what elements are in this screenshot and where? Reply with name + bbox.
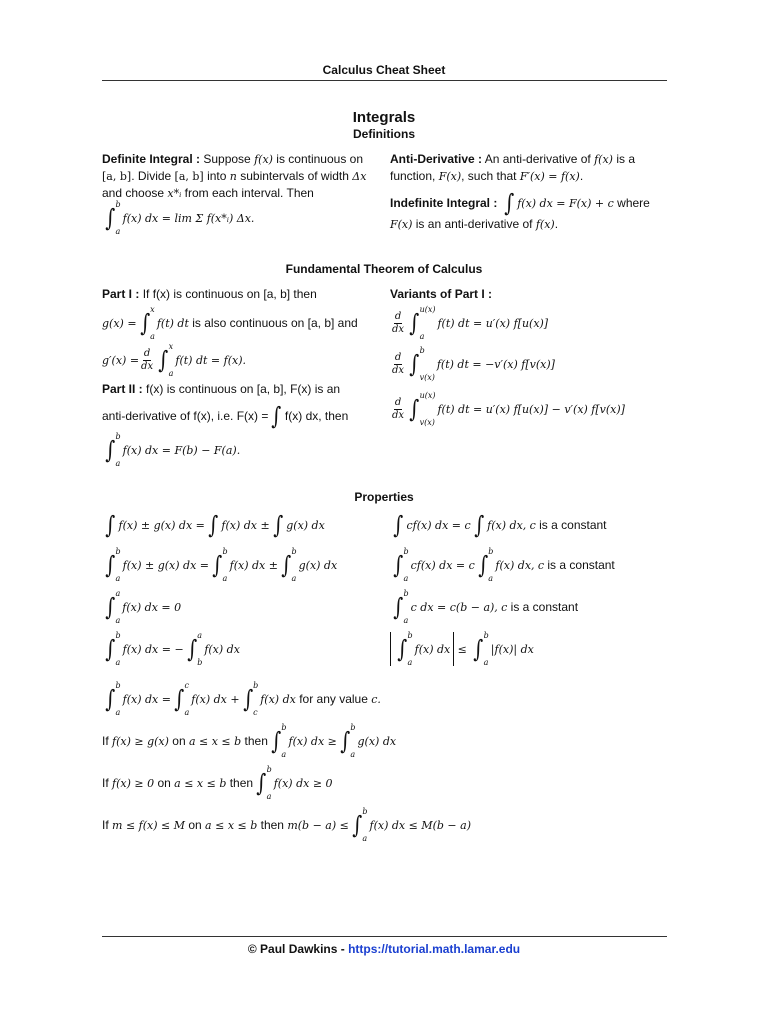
- ftc-part2-formula: ∫ b a f(x) dx = F(b) − F(a).: [105, 432, 241, 468]
- ftc-variants-label: Variants of Part I :: [390, 287, 493, 301]
- ftc-g-definition: g(x) = ∫ x a f(t) dt is also continuous on [a, b] and: [102, 305, 358, 341]
- footer-link[interactable]: https://tutorial.math.lamar.edu: [348, 942, 521, 956]
- section-ftc: Fundamental Theorem of Calculus: [285, 262, 483, 276]
- definite-integral-formula: ∫ b a f(x) dx = lim Σ f(x*ᵢ) Δx.: [105, 200, 255, 236]
- section-properties: Properties: [354, 490, 414, 504]
- ftc-variant-1: $\frac{d}{dx}$ ∫ u(x) a f(t) dt = u′(x) f[u(x)]: [392, 305, 549, 341]
- indefinite-label: Indefinite Integral :: [390, 196, 498, 210]
- indefinite-integral-note: F(x) is an anti-derivative of f(x).: [390, 217, 559, 231]
- property-bounds: If m ≤ f(x) ≤ M on a ≤ x ≤ b then m(b − a) ≤ ∫ b a f(x) dx ≤ M(b − a): [102, 807, 471, 843]
- anti-derivative-block: Anti-Derivative : An anti-derivative of f(x) is a function, F(x), such that F′(x) = f(x).: [390, 152, 635, 183]
- property-sum-definite: ∫ b a f(x) ± g(x) dx = ∫ b a f(x) dx ± ∫ b a g(x) dx: [105, 547, 338, 583]
- footer-rule: [102, 936, 667, 937]
- sheet-header: Calculus Cheat Sheet: [322, 63, 446, 77]
- ftc-variant-2: $\frac{d}{dx}$ ∫ b v(x) f(t) dt = −v′(x) f[v(x)]: [392, 346, 555, 382]
- property-nonnegative: If f(x) ≥ 0 on a ≤ x ≤ b then ∫ b a f(x) dx ≥ 0: [102, 765, 333, 801]
- ftc-part1-intro: Part I : If f(x) is continuous on [a, b] then: [102, 287, 317, 301]
- indefinite-integral-formula: Indefinite Integral : ∫ f(x) dx = F(x) + c where: [390, 189, 650, 217]
- header-rule: [102, 80, 667, 81]
- property-constant-indefinite: ∫ cf(x) dx = c ∫ f(x) dx, c is a constant: [393, 511, 607, 539]
- property-constant-definite: ∫ b a cf(x) dx = c ∫ b a f(x) dx, c is a constant: [393, 547, 615, 583]
- property-absolute-value: ∫ b a f(x) dx ≤ ∫ b a |f(x)| dx: [390, 629, 534, 669]
- property-sum-indefinite: ∫ f(x) ± g(x) dx = ∫ f(x) dx ± ∫ g(x) dx: [105, 511, 325, 539]
- page-title: Integrals: [352, 109, 416, 126]
- anti-derivative-label: Anti-Derivative :: [390, 152, 483, 166]
- footer-author: © Paul Dawkins -: [247, 942, 345, 956]
- ftc-part2-intro: Part II : f(x) is continuous on [a, b], F(x) is an: [102, 382, 341, 396]
- property-reverse-limits: ∫ b a f(x) dx = − ∫ a b f(x) dx: [105, 631, 240, 667]
- ftc-variant-3: $\frac{d}{dx}$ ∫ u(x) v(x) f(t) dt = u′(x) f[u(x)] − v′(x) f[v(x)]: [392, 391, 625, 427]
- definite-integral-block: Definite Integral : Suppose f(x) is continuous on [a, b]. Divide [a, b] into n subintervals of width Δx and choose x*ᵢ from each interval. Then: [102, 152, 367, 200]
- property-zero-width: ∫ a a f(x) dx = 0: [105, 589, 182, 625]
- property-split-interval: ∫ b a f(x) dx = ∫ c a f(x) dx + ∫ b c f(x) dx for any value c.: [105, 681, 381, 717]
- footer: [0, 942, 768, 956]
- section-definitions: Definitions: [353, 127, 415, 141]
- definite-label: Definite Integral :: [102, 152, 201, 166]
- ftc-g-derivative: g′(x) = $\frac{d}{dx}$ ∫ x a f(t) dt = f(x).: [102, 342, 246, 378]
- property-comparison: If f(x) ≥ g(x) on a ≤ x ≤ b then ∫ b a f(x) dx ≥ ∫ b a g(x) dx: [102, 723, 397, 759]
- property-constant-integral: ∫ b a c dx = c(b − a), c is a constant: [393, 589, 579, 625]
- ftc-part2-antiderivative: anti-derivative of f(x), i.e. F(x) = ∫ f(x) dx, then: [102, 402, 349, 430]
